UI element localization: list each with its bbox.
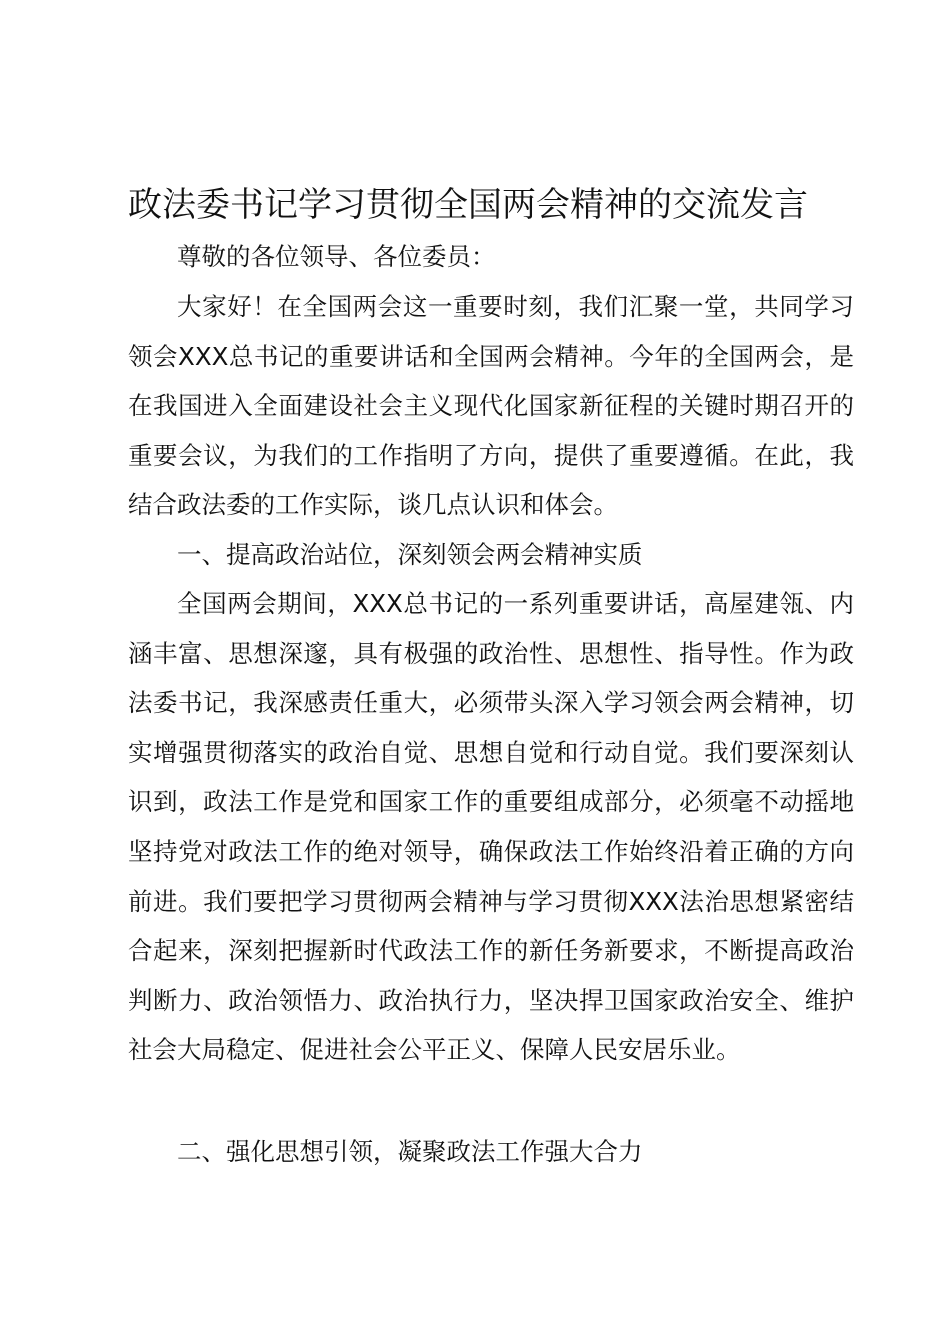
document-title: 政法委书记学习贯彻全国两会精神的交流发言: [128, 185, 808, 225]
paragraph-opening: 大家好！在全国两会这一重要时刻，我们汇聚一堂，共同学习领会XXX总书记的重要讲话和全国两会精神。今年的全国两会，是在我国进入全面建设社会主义现代化国家新征程的关键时期召开的重要会议，为我们的工作指明了方向，提供了重要遵循。在此，我结合政法委的工作实际，谈几点认识和体会。: [128, 292, 854, 520]
salutation: 尊敬的各位领导、各位委员：: [177, 242, 496, 271]
section-heading-2: 二、强化思想引领，凝聚政法工作强大合力: [177, 1137, 643, 1166]
section-heading-1: 一、提高政治站位，深刻领会两会精神实质: [177, 540, 643, 569]
paragraph-section-1: 全国两会期间，XXX总书记的一系列重要讲话，高屋建瓴、内涵丰富、思想深邃，具有极强的政治性、思想性、指导性。作为政法委书记，我深感责任重大，必须带头深入学习领会两会精神，切实增强贯彻落实的政治自觉、思想自觉和行动自觉。我们要深刻认识到，政法工作是党和国家工作的重要组成部分，必须毫不动摇地坚持党对政法工作的绝对领导，确保政法工作始终沿着正确的方向前进。我们要把学习贯彻两会精神与学习贯彻XXX法治思想紧密结合起来，深刻把握新时代政法工作的新任务新要求，不断提高政治判断力、政治领悟力、政治执行力，坚决捍卫国家政治安全、维护社会大局稳定、促进社会公平正义、保障人民安居乐业。: [128, 589, 854, 1065]
